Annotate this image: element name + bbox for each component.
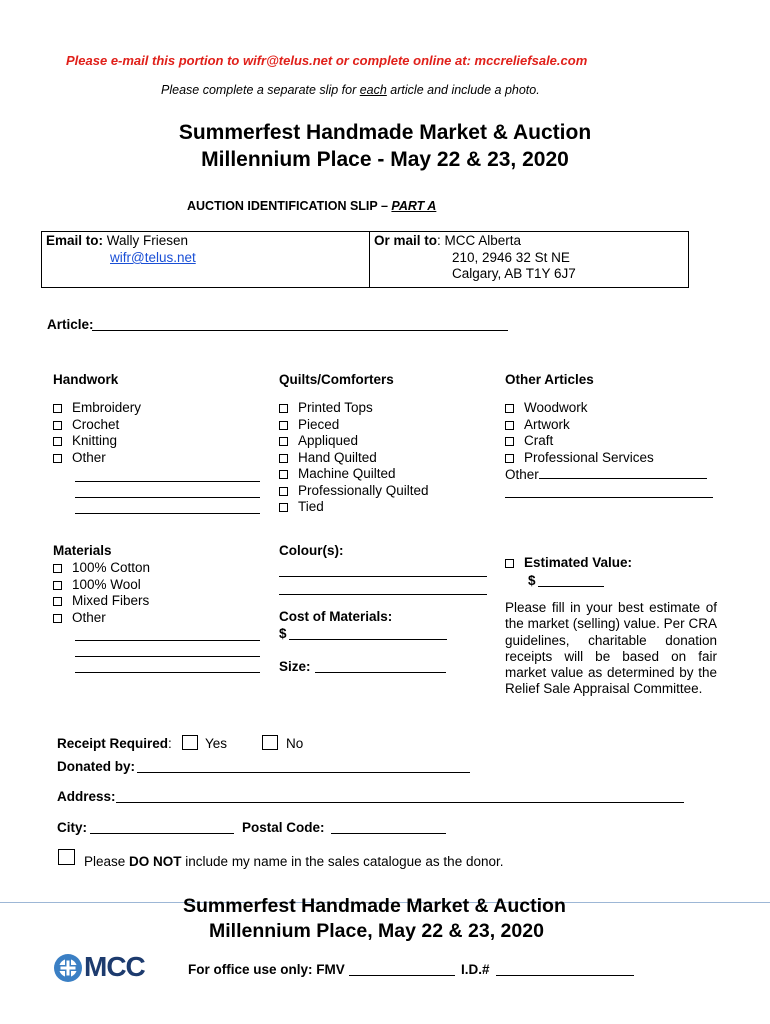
handwork-heading: Handwork [53,372,119,387]
checkbox[interactable] [279,421,288,430]
title-line1: Summerfest Handmade Market & Auction [178,121,592,144]
mail-address-line3: Calgary, AB T1Y 6J7 [452,266,576,281]
article-label: Article: [47,317,94,332]
checkbox[interactable] [279,503,288,512]
materials-list [53,560,150,626]
mcc-logo-icon [52,952,84,984]
list-item[interactable]: Mixed Fibers [53,593,150,610]
checkbox[interactable] [279,470,288,479]
office-fmv-label: For office use only: FMV [188,962,345,977]
checkbox[interactable] [53,404,62,413]
materials-other-line[interactable] [75,672,260,673]
list-item[interactable]: Other [53,610,150,627]
city-label: City: [57,820,87,835]
email-link[interactable]: wifr@telus.net [110,250,196,265]
contact-box [41,231,689,288]
checkbox[interactable] [53,597,62,606]
cost-currency: $ [279,626,287,641]
footer-title-line1: Summerfest Handmade Market & Auction [183,895,566,917]
checkbox[interactable] [279,437,288,446]
checkbox[interactable] [53,564,62,573]
receipt-no-label: No [286,736,304,751]
checkbox[interactable] [505,421,514,430]
list-item[interactable]: Professionally Quilted [279,483,429,500]
cost-field[interactable] [289,639,447,640]
estimated-currency: $ [528,573,536,588]
checkbox[interactable] [505,437,514,446]
instruction-line: Please complete a separate slip for each article and include a photo. [161,83,540,97]
materials-other-line[interactable] [75,656,260,657]
checkbox[interactable] [279,454,288,463]
list-item[interactable]: Craft [505,433,707,450]
list-item[interactable]: Embroidery [53,400,141,417]
list-item[interactable]: Appliqued [279,433,429,450]
checkbox[interactable] [53,421,62,430]
other-articles-heading: Other Articles [505,372,594,387]
materials-heading: Materials [53,543,112,558]
colours-line[interactable] [279,576,487,577]
donated-field[interactable] [137,772,470,773]
address-field[interactable] [116,802,684,803]
email-notice: Please e-mail this portion to wifr@telus.net or complete online at: mccreliefsale.com [66,53,588,68]
office-id-field[interactable] [496,975,634,976]
colours-line[interactable] [279,594,487,595]
list-item[interactable]: Pieced [279,417,429,434]
other-field: Other [505,466,707,484]
quilts-list [279,400,429,516]
size-label: Size: [279,659,311,674]
office-fmv-field[interactable] [349,975,455,976]
article-field[interactable] [92,330,508,331]
list-item[interactable]: Artwork [505,417,707,434]
receipt-no-checkbox[interactable] [262,735,278,750]
estimated-value[interactable]: Estimated Value: [505,555,632,572]
title-line2: Millennium Place - May 22 & 23, 2020 [201,148,569,171]
list-item[interactable]: Professional Services [505,450,707,467]
mail-address-line2: 210, 2946 32 St NE [452,250,570,265]
list-item[interactable]: Printed Tops [279,400,429,417]
other-line[interactable] [539,466,707,479]
other-articles-list [505,400,707,484]
mail-to: Or mail to: MCC Alberta [374,233,522,248]
estimated-description: Please fill in your best estimate of the market (selling) value. Per CRA guidelines, charitable donation receipts will be based on fair market value as determined by the Relief Sale Appraisal Committee. [505,600,717,697]
list-item[interactable]: Hand Quilted [279,450,429,467]
list-item[interactable]: Crochet [53,417,141,434]
checkbox[interactable] [505,559,514,568]
checkbox[interactable] [279,487,288,496]
email-to: Email to: Wally Friesen [46,233,189,248]
list-item[interactable]: 100% Wool [53,577,150,594]
materials-other-line[interactable] [75,640,260,641]
receipt-yes-checkbox[interactable] [182,735,198,750]
mcc-logo-text: MCC [84,951,145,982]
handwork-other-line[interactable] [75,513,260,514]
estimated-field[interactable] [538,586,604,587]
other-articles-line[interactable] [505,497,713,498]
catalogue-text: Please DO NOT include my name in the sales catalogue as the donor. [84,854,504,869]
list-item[interactable]: Knitting [53,433,141,450]
size-field[interactable] [315,672,446,673]
postal-field[interactable] [331,833,446,834]
list-item[interactable]: Tied [279,499,429,516]
checkbox[interactable] [53,454,62,463]
postal-label: Postal Code: [242,820,325,835]
office-id-label: I.D.# [461,962,490,977]
checkbox[interactable] [53,614,62,623]
city-field[interactable] [90,833,234,834]
address-label: Address: [57,789,116,804]
checkbox[interactable] [505,404,514,413]
donated-label: Donated by: [57,759,136,774]
footer-title-line2: Millennium Place, May 22 & 23, 2020 [209,920,544,942]
checkbox[interactable] [53,437,62,446]
handwork-other-line[interactable] [75,497,260,498]
list-item[interactable]: Woodwork [505,400,707,417]
list-item[interactable]: Other [53,450,141,467]
handwork-other-line[interactable] [75,481,260,482]
checkbox[interactable] [279,404,288,413]
contact-divider [369,232,370,287]
quilts-heading: Quilts/Comforters [279,372,394,387]
handwork-list [53,400,141,466]
colours-label: Colour(s): [279,543,344,558]
cost-label: Cost of Materials: [279,609,393,624]
catalogue-checkbox[interactable] [58,849,75,865]
checkbox[interactable] [505,454,514,463]
receipt-yes-label: Yes [205,736,228,751]
list-item[interactable]: 100% Cotton [53,560,150,577]
receipt-label: Receipt Required: [57,736,172,751]
slip-heading: AUCTION IDENTIFICATION SLIP – PART A [187,199,437,213]
checkbox[interactable] [53,581,62,590]
list-item[interactable]: Machine Quilted [279,466,429,483]
